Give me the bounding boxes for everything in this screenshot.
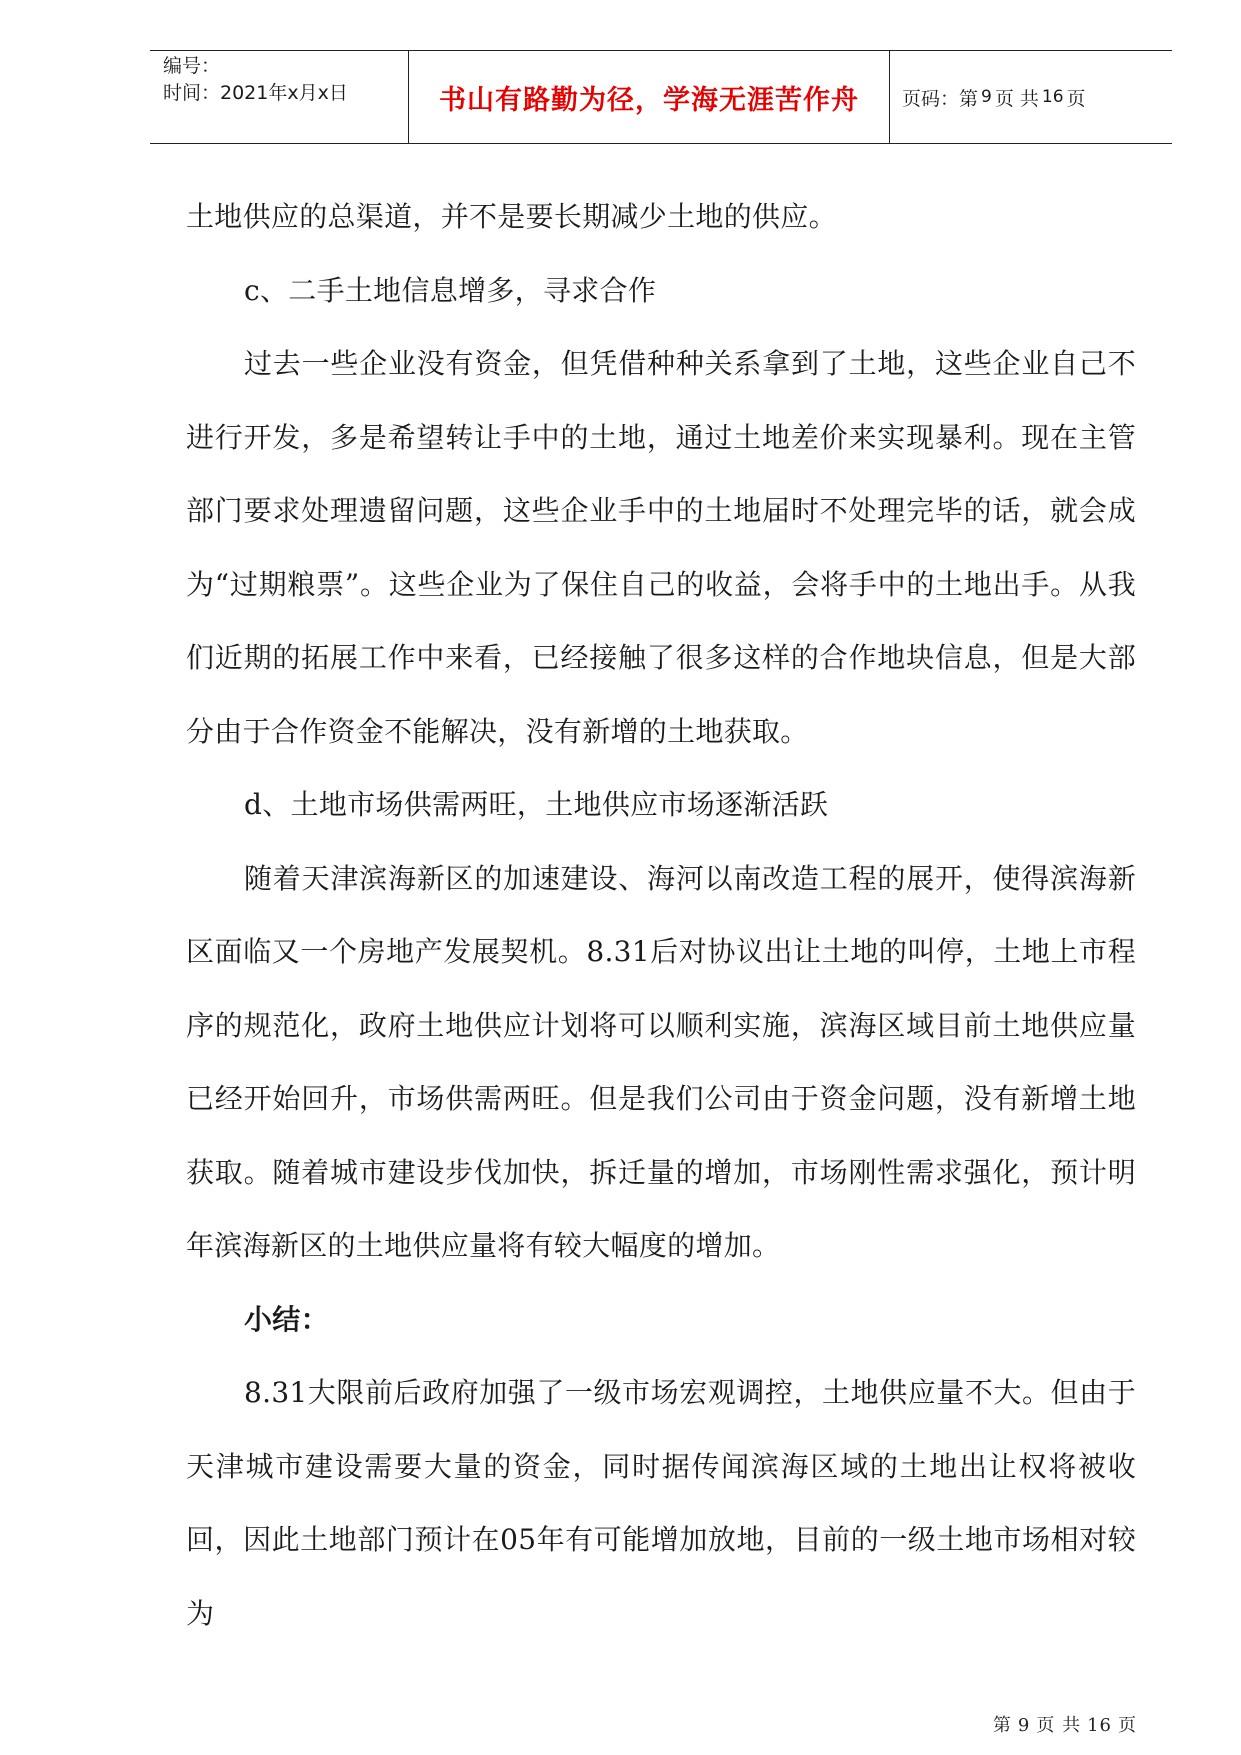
paragraph-summary: 8.31大限前后政府加强了一级市场宏观调控，土地供应量不大。但由于天津城市建设需要大量的资金，同时据传闻滨海区域的土地出让权将被收回，因此土地部门预计在05年有可能增加放地，目前的一级土地市场相对较为 [186,1376,1136,1630]
page-header [150,50,1172,144]
header-page-current: 9 [981,87,992,107]
header-meta-cell [150,51,409,143]
header-motto: 书山有路勤为径，学海无涯苦作舟 [439,84,859,116]
page-footer [993,1711,1137,1737]
section-heading-c: c、二手土地信息增多，寻求合作 [244,273,657,307]
document-time-label: 时间：2021年x月x日 [163,82,348,104]
paragraph-second-hand-land: 过去一些企业没有资金，但凭借种种关系拿到了土地，这些企业自己不进行开发，多是希望转让手中的土地，通过土地差价来实现暴利。现在主管部门要求处理遗留问题，这些企业手中的土地届时不处理完毕的话，就会成为“过期粮票”。这些企业为了保住自己的收益，会将手中的土地出手。从我们近期的拓展工作中来看，已经接触了很多这样的合作地块信息，但是大部分由于合作资金不能解决，没有新增的土地获取。 [186,347,1136,748]
document-number-label: 编号： [163,55,221,77]
header-page-cell [890,51,1172,143]
header-page-suffix: 页 [1066,87,1086,110]
header-motto-cell [409,51,890,143]
footer-page-mid: 页 共 [1036,1715,1082,1736]
header-page-mid: 页 共 [994,87,1039,110]
header-page-total: 16 [1041,87,1064,107]
footer-page-total: 16 [1087,1715,1112,1736]
paragraph-binhai-market: 随着天津滨海新区的加速建设、海河以南改造工程的展开，使得滨海新区面临又一个房地产发展契机。8.31后对协议出让土地的叫停，土地上市程序的规范化，政府土地供应计划将可以顺利实施，滨海区域目前土地供应量已经开始回升，市场供需两旺。但是我们公司由于资金问题，没有新增土地获取。随着城市建设步伐加快，拆迁量的增加，市场刚性需求强化，预计明年滨海新区的土地供应量将有较大幅度的增加。 [186,861,1136,1262]
header-page-prefix: 页码：第 [902,87,979,110]
paragraph-continuation: 土地供应的总渠道，并不是要长期减少土地的供应。 [186,200,837,233]
summary-heading: 小结： [244,1302,329,1336]
footer-page-prefix: 第 [992,1715,1012,1736]
footer-page-current: 9 [1017,1715,1031,1736]
footer-page-suffix: 页 [1118,1715,1137,1736]
document-body [186,180,1136,1650]
section-heading-d: d、土地市场供需两旺，土地供应市场逐渐活跃 [244,788,829,821]
